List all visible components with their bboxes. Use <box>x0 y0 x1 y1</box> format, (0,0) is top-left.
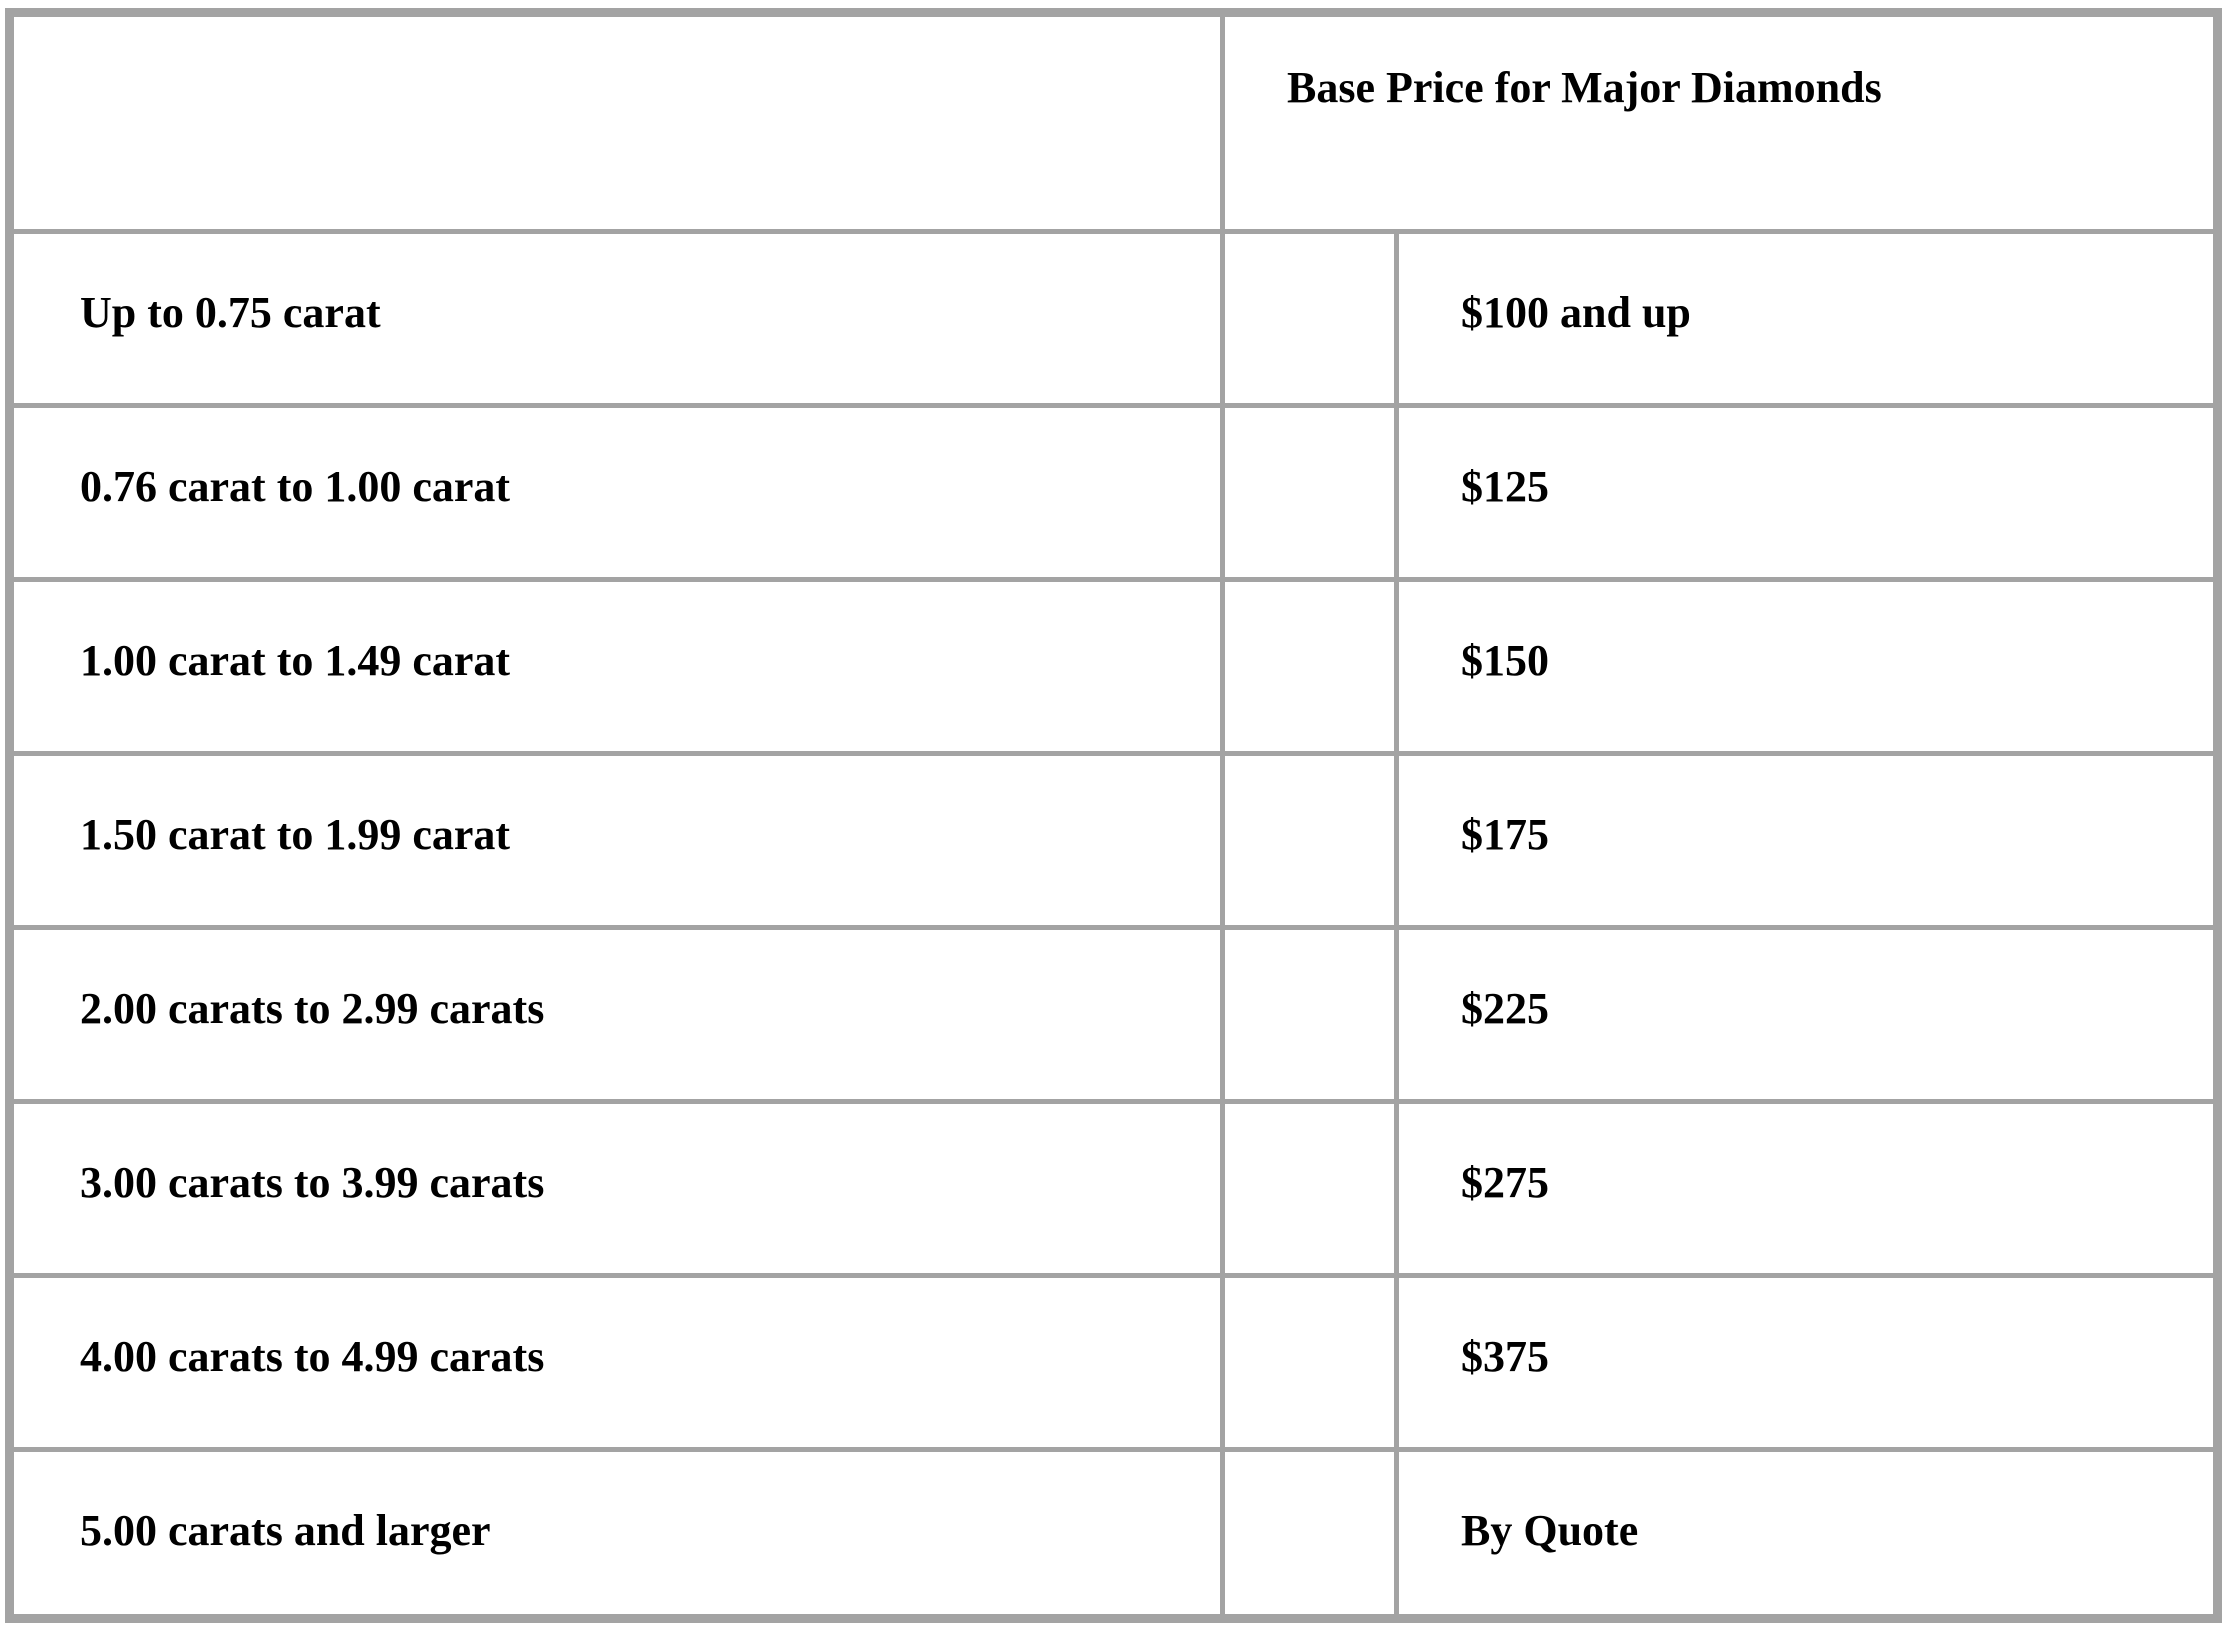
table-row <box>14 582 2213 756</box>
column-divider-main <box>1220 17 1225 1614</box>
carat-range-cell: 4.00 carats to 4.99 carats <box>80 1332 545 1381</box>
carat-range-cell: 3.00 carats to 3.99 carats <box>80 1158 545 1207</box>
price-cell: By Quote <box>1461 1506 1639 1555</box>
price-cell: $100 and up <box>1461 288 1691 337</box>
table-header-row <box>14 17 2213 234</box>
price-cell: $375 <box>1461 1332 1549 1381</box>
carat-range-cell: 1.50 carat to 1.99 carat <box>80 810 511 859</box>
table-row <box>14 930 2213 1104</box>
table-row <box>14 1278 2213 1452</box>
header-title: Base Price for Major Diamonds <box>1287 63 1882 112</box>
table-row <box>14 756 2213 930</box>
column-divider-inner <box>1394 234 1399 1614</box>
price-cell: $150 <box>1461 636 1549 685</box>
diamond-price-table <box>5 8 2222 1623</box>
carat-range-cell: 5.00 carats and larger <box>80 1506 491 1555</box>
carat-range-cell: 0.76 carat to 1.00 carat <box>80 462 511 511</box>
price-cell: $275 <box>1461 1158 1549 1207</box>
table-row <box>14 1104 2213 1278</box>
carat-range-cell: 2.00 carats to 2.99 carats <box>80 984 545 1033</box>
carat-range-cell: 1.00 carat to 1.49 carat <box>80 636 511 685</box>
price-cell: $175 <box>1461 810 1549 859</box>
table-row <box>14 1452 2213 1626</box>
price-cell: $125 <box>1461 462 1549 511</box>
table-row <box>14 234 2213 408</box>
table-row <box>14 408 2213 582</box>
carat-range-cell: Up to 0.75 carat <box>80 288 381 337</box>
price-cell: $225 <box>1461 984 1549 1033</box>
